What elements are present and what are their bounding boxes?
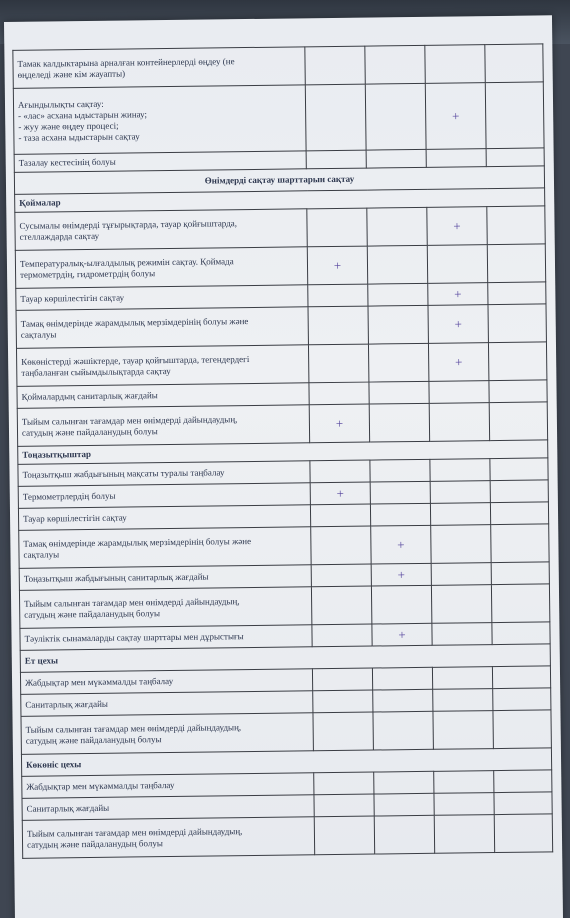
mark-cell — [308, 306, 368, 345]
mark-cell: + — [310, 482, 370, 505]
mark-cell — [370, 459, 430, 482]
mark-cell — [305, 84, 366, 151]
criterion-text: Тоңазытқыш жабдығының санитарлық жағдайы — [19, 565, 311, 591]
criterion-text: Тауар көршілестігін сақтау — [18, 505, 310, 531]
criterion-text: Сусымалы өнімдерді тұғырықтарда, тауар қойғыштарда, стеллаждарда сақтау — [15, 209, 307, 251]
mark-cell — [429, 403, 489, 442]
mark-cell — [491, 562, 549, 585]
mark-cell — [366, 149, 426, 168]
mark-cell — [310, 504, 370, 527]
mark-cell — [310, 460, 370, 483]
mark-cell — [430, 481, 490, 504]
mark-cell — [434, 771, 494, 794]
mark-cell — [434, 815, 494, 854]
mark-cell — [314, 794, 374, 817]
mark-cell — [433, 689, 493, 712]
mark-cell — [432, 667, 492, 690]
mark-cell — [486, 148, 544, 167]
mark-cell — [492, 622, 550, 645]
criterion-text: Тыйым салынған тағамдар мен өнімдерді дайындаудың, сатудың және пайдаланудың болуы — [19, 587, 311, 629]
mark-cell — [426, 149, 486, 168]
mark-cell: + — [428, 283, 488, 306]
mark-cell: + — [307, 246, 367, 285]
section-title: Тоңазытқыштар — [18, 440, 548, 464]
criterion-text: Қоймалардың санитарлық жағдайы — [17, 383, 309, 409]
mark-cell — [365, 45, 425, 84]
mark-cell — [374, 815, 434, 854]
criterion-text: Санитарлық жағдайы — [22, 795, 314, 821]
criterion-text: Жабдықтар мен мүкәммалды таңбалау — [22, 773, 314, 799]
mark-cell — [491, 584, 549, 623]
mark-cell — [485, 44, 543, 83]
mark-cell — [368, 305, 428, 344]
mark-cell — [487, 206, 545, 245]
mark-cell — [434, 793, 494, 816]
mark-cell — [493, 688, 551, 711]
mark-cell — [431, 585, 491, 624]
table-row — [15, 206, 545, 250]
mark-cell — [494, 770, 552, 793]
mark-cell — [370, 481, 430, 504]
mark-cell — [373, 689, 433, 712]
mark-cell — [431, 525, 491, 564]
mark-cell: + — [428, 343, 488, 382]
mark-cell — [485, 82, 544, 149]
mark-cell — [488, 282, 546, 305]
mark-cell — [427, 245, 487, 284]
mark-cell — [367, 207, 427, 246]
table-row — [17, 402, 547, 446]
mark-cell — [313, 712, 373, 751]
paper-sheet — [4, 15, 563, 918]
mark-cell — [490, 480, 548, 503]
mark-cell — [305, 46, 365, 85]
mark-cell — [309, 382, 369, 405]
mark-cell — [430, 503, 490, 526]
mark-cell — [433, 711, 493, 750]
mark-cell: + — [428, 305, 488, 344]
criterion-text: Тауар көршілестігін сақтау — [16, 285, 308, 311]
mark-cell — [308, 344, 368, 383]
criterion-text: Тоңазытқыш жабдығының мақсаты туралы таңбалау — [18, 461, 310, 487]
criterion-text: Тамақ өнімдерінде жарамдылық мерзімдерінің болуы және сақталуы — [16, 307, 308, 349]
mark-cell — [306, 150, 366, 169]
criterion-text: Жабдықтар мен мүкәммалды таңбалау — [20, 669, 312, 695]
mark-cell — [313, 690, 373, 713]
table-row — [15, 244, 545, 288]
mark-cell — [431, 563, 491, 586]
heading-title: Өнімдерді сақтау шарттарын сақтау — [14, 166, 544, 194]
table-row — [13, 44, 543, 88]
mark-cell — [489, 402, 547, 441]
mark-cell — [369, 381, 429, 404]
mark-cell — [494, 814, 552, 853]
mark-cell: + — [371, 525, 431, 564]
mark-cell — [314, 772, 374, 795]
checklist-table — [12, 43, 553, 858]
mark-cell — [368, 283, 428, 306]
criterion-text: Көкөністерді жәшіктерде, тауар қойғыштарда, тегендердегі таңбаланған сыйымдылықтарда сақтау — [16, 345, 308, 387]
mark-cell — [369, 403, 429, 442]
criterion-text: Тыйым салынған тағамдар мен өнімдерді дайындаудың, сатудың және пайдаланудың болуы — [17, 405, 309, 447]
mark-cell — [487, 244, 545, 283]
mark-cell — [494, 792, 552, 815]
criterion-text: Санитарлық жағдайы — [21, 691, 313, 717]
criterion-text: Тамақ өнімдерінде жарамдылық мерзімдерінің болуы және сақталуы — [19, 527, 311, 569]
table-row — [21, 710, 551, 754]
mark-cell — [493, 710, 551, 749]
table-row — [19, 584, 549, 628]
mark-cell — [312, 668, 372, 691]
criterion-text: Тыйым салынған тағамдар мен өнімдерді дайындаудың, сатудың және пайдаланудың болуы — [22, 817, 314, 859]
mark-cell — [490, 458, 548, 481]
table-row — [19, 524, 549, 568]
mark-cell — [308, 284, 368, 307]
mark-cell — [492, 666, 550, 689]
mark-cell — [312, 624, 372, 647]
mark-cell — [372, 667, 432, 690]
section-title: Ет цехы — [20, 644, 550, 672]
criterion-text: Тамак калдыктарына арналған контейнерлерді өңдеу (не өңделеді және кім жауапты) — [13, 47, 305, 89]
mark-cell: + — [427, 207, 487, 246]
mark-cell: + — [371, 563, 431, 586]
mark-cell — [374, 771, 434, 794]
criterion-text: Ағындылықты сақтау: - «лас» асхана ыдыстарын жинау; - жуу және өңдеу процесі; - таза асхана ыдыстарын сақтау — [13, 85, 306, 155]
criterion-text: Тазалау кестесінің болуы — [14, 151, 306, 173]
criterion-text: Тәуліктік сынамаларды сақтау шарттары мен дұрыстығы — [20, 625, 312, 651]
mark-cell — [311, 526, 371, 565]
table-row — [13, 82, 544, 154]
mark-cell — [432, 623, 492, 646]
table-row — [22, 814, 552, 858]
mark-cell — [365, 83, 426, 150]
criterion-text: Термометрлердің болуы — [18, 483, 310, 509]
mark-cell: + — [372, 623, 432, 646]
mark-cell — [374, 793, 434, 816]
mark-cell — [430, 459, 490, 482]
mark-cell — [370, 503, 430, 526]
criterion-text: Температуралық-ылғалдылық режимін сақтау. Қоймада термометрдің, гидрометрдің болуы — [15, 247, 307, 289]
mark-cell — [490, 502, 548, 525]
table-row — [16, 304, 546, 348]
mark-cell: + — [309, 404, 369, 443]
mark-cell — [307, 208, 367, 247]
mark-cell — [311, 586, 371, 625]
mark-cell — [488, 342, 546, 381]
criterion-text: Тыйым салынған тағамдар мен өнімдерді дайындаудың, сатудың және пайдаланудың болуы — [21, 713, 313, 755]
mark-cell: + — [425, 83, 486, 150]
mark-cell — [488, 304, 546, 343]
mark-cell — [425, 45, 485, 84]
mark-cell — [367, 245, 427, 284]
mark-cell — [491, 524, 549, 563]
section-title: Көкөніс цехы — [21, 748, 551, 776]
mark-cell — [311, 564, 371, 587]
mark-cell — [429, 381, 489, 404]
table-row — [16, 342, 546, 386]
mark-cell — [371, 585, 431, 624]
mark-cell — [373, 711, 433, 750]
mark-cell — [368, 343, 428, 382]
mark-cell — [314, 816, 374, 855]
mark-cell — [489, 380, 547, 403]
section-title: Қоймалар — [15, 188, 545, 212]
